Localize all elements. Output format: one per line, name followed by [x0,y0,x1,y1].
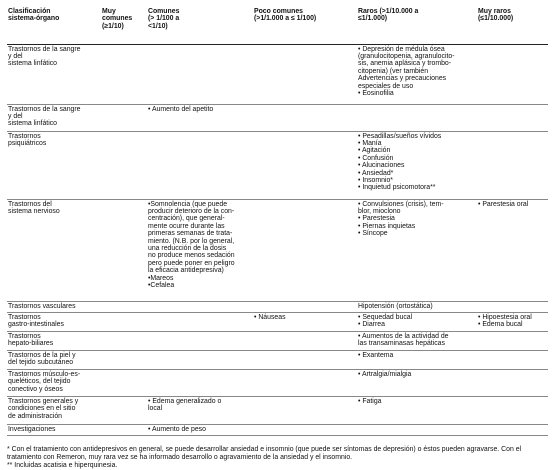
table-cell [477,131,548,199]
table-cell: •Somnolencia (que puede producir deterioro de la con- centración), que general- mente ocurre durante las primeras semanas de trata- miento. (N.B. por lo general, una reducción de la dosis no produce menos sedación pero puede poner en peligro la eficacia antidepresiva) •Mareos •Cefalea [147,199,253,301]
table-cell: • Aumento de peso [147,424,253,435]
adverse-reactions-table [7,7,548,436]
table-cell [101,396,147,424]
table-cell: Trastornos gastro-intestinales [7,312,101,331]
table-cell [253,301,357,312]
table-cell [477,424,548,435]
table-cell: • Fatiga [357,396,477,424]
header-uncommon: Poco comunes (>1/1.000 a ≤ 1/100) [253,7,357,44]
table-row [7,131,548,199]
table-cell [477,350,548,369]
table-cell [101,331,147,350]
table-cell [253,350,357,369]
table-cell [253,396,357,424]
table-row [7,301,548,312]
table-cell [253,199,357,301]
table-cell [253,131,357,199]
table-cell [253,104,357,131]
table-cell: Trastornos generales y condiciones en el sitio de administración [7,396,101,424]
table-cell [101,301,147,312]
table-cell [101,104,147,131]
table-cell: Trastornos de la piel y del tejido subcutáneo [7,350,101,369]
table-cell [253,44,357,104]
table-cell [357,424,477,435]
table-cell [477,369,548,396]
table-cell [477,44,548,104]
table-cell [477,396,548,424]
table-cell [147,131,253,199]
table-row [7,199,548,301]
table-row [7,369,548,396]
header-common: Comunes (> 1/100 a <1/10) [147,7,253,44]
table-row [7,312,548,331]
table-cell: • Náuseas [253,312,357,331]
table-cell: Trastornos hepato-biliares [7,331,101,350]
table-header-row [7,7,548,44]
header-system-organ-class: Clasificación sistema-órgano [7,7,101,44]
table-cell [253,369,357,396]
table-cell [477,104,548,131]
table-cell: Trastornos del sistema nervioso [7,199,101,301]
table-cell [101,44,147,104]
table-cell [253,331,357,350]
table-cell: • Edema generalizado o local [147,396,253,424]
table-cell [147,312,253,331]
table-row [7,104,548,131]
table-cell [477,331,548,350]
table-cell [357,104,477,131]
table-cell [101,312,147,331]
table-cell: Investigaciones [7,424,101,435]
table-row [7,44,548,104]
table-cell: • Artralgia/mialgia [357,369,477,396]
table-row [7,331,548,350]
footnote-anxiety-insomnia: * Con el tratamiento con antidepresivos en general, se puede desarrollar ansiedad e insomnio (que puede ser síntomas de depresión) o éstos pueden agravarse. Con el tratamiento con Remeron, muy rara vez se ha informado desarrollo o agravamiento de la ansiedad y el insomnio. [7,446,522,462]
table-cell: Hipotensión (ortostática) [357,301,477,312]
table-cell: • Convulsiones (crisis), tem- blor, mioclono • Parestesia • Piernas inquietas • Síncope [357,199,477,301]
table-cell [477,301,548,312]
header-very-rare: Muy raros (≤1/10.000) [477,7,548,44]
table-cell [101,131,147,199]
table-cell [101,369,147,396]
header-very-common: Muy comunes (≥1/10) [101,7,147,44]
header-rare: Raros (>1/10.000 a ≤1/1.000) [357,7,477,44]
table-cell [147,369,253,396]
table-cell: Trastornos de la sangre y del sistema linfático [7,44,101,104]
table-cell: • Parestesia oral [477,199,548,301]
table-cell: • Aumento del apetito [147,104,253,131]
table-row [7,396,548,424]
table-cell: Trastornos de la sangre y del sistema linfático [7,104,101,131]
table-cell: Trastornos psiquiátricos [7,131,101,199]
table-cell [101,199,147,301]
table-cell: Trastornos músculo-es- queléticos, del tejido conectivo y óseos [7,369,101,396]
table-cell: Trastornos vasculares [7,301,101,312]
table-cell: • Depresión de médula ósea (granulocitopenia, agranulocito- sis, anemia aplásica y trombo- citopenia) (ver también Advertencias y precauciones especiales de uso • Eosinofilia [357,44,477,104]
table-cell [253,424,357,435]
table-cell: • Exantema [357,350,477,369]
footnote-akathisia: ** Incluidas acatisia e hiperquinesia. [7,462,118,469]
table-cell [147,44,253,104]
table-cell: • Aumentos de la actividad de las transaminasas hepáticas [357,331,477,350]
table-cell [147,350,253,369]
table-cell [147,301,253,312]
table-cell [101,350,147,369]
table-cell [147,331,253,350]
table-cell: • Hipoestesia oral • Edema bucal [477,312,548,331]
table-cell: • Sequedad bucal • Diarrea [357,312,477,331]
table-cell: • Pesadillas/sueños vívidos • Manía • Agitación • Confusión • Alucinaciones • Ansiedad* • Insomnio* • Inquietud psicomotora** [357,131,477,199]
table-row [7,350,548,369]
table-cell [101,424,147,435]
table-row [7,424,548,435]
